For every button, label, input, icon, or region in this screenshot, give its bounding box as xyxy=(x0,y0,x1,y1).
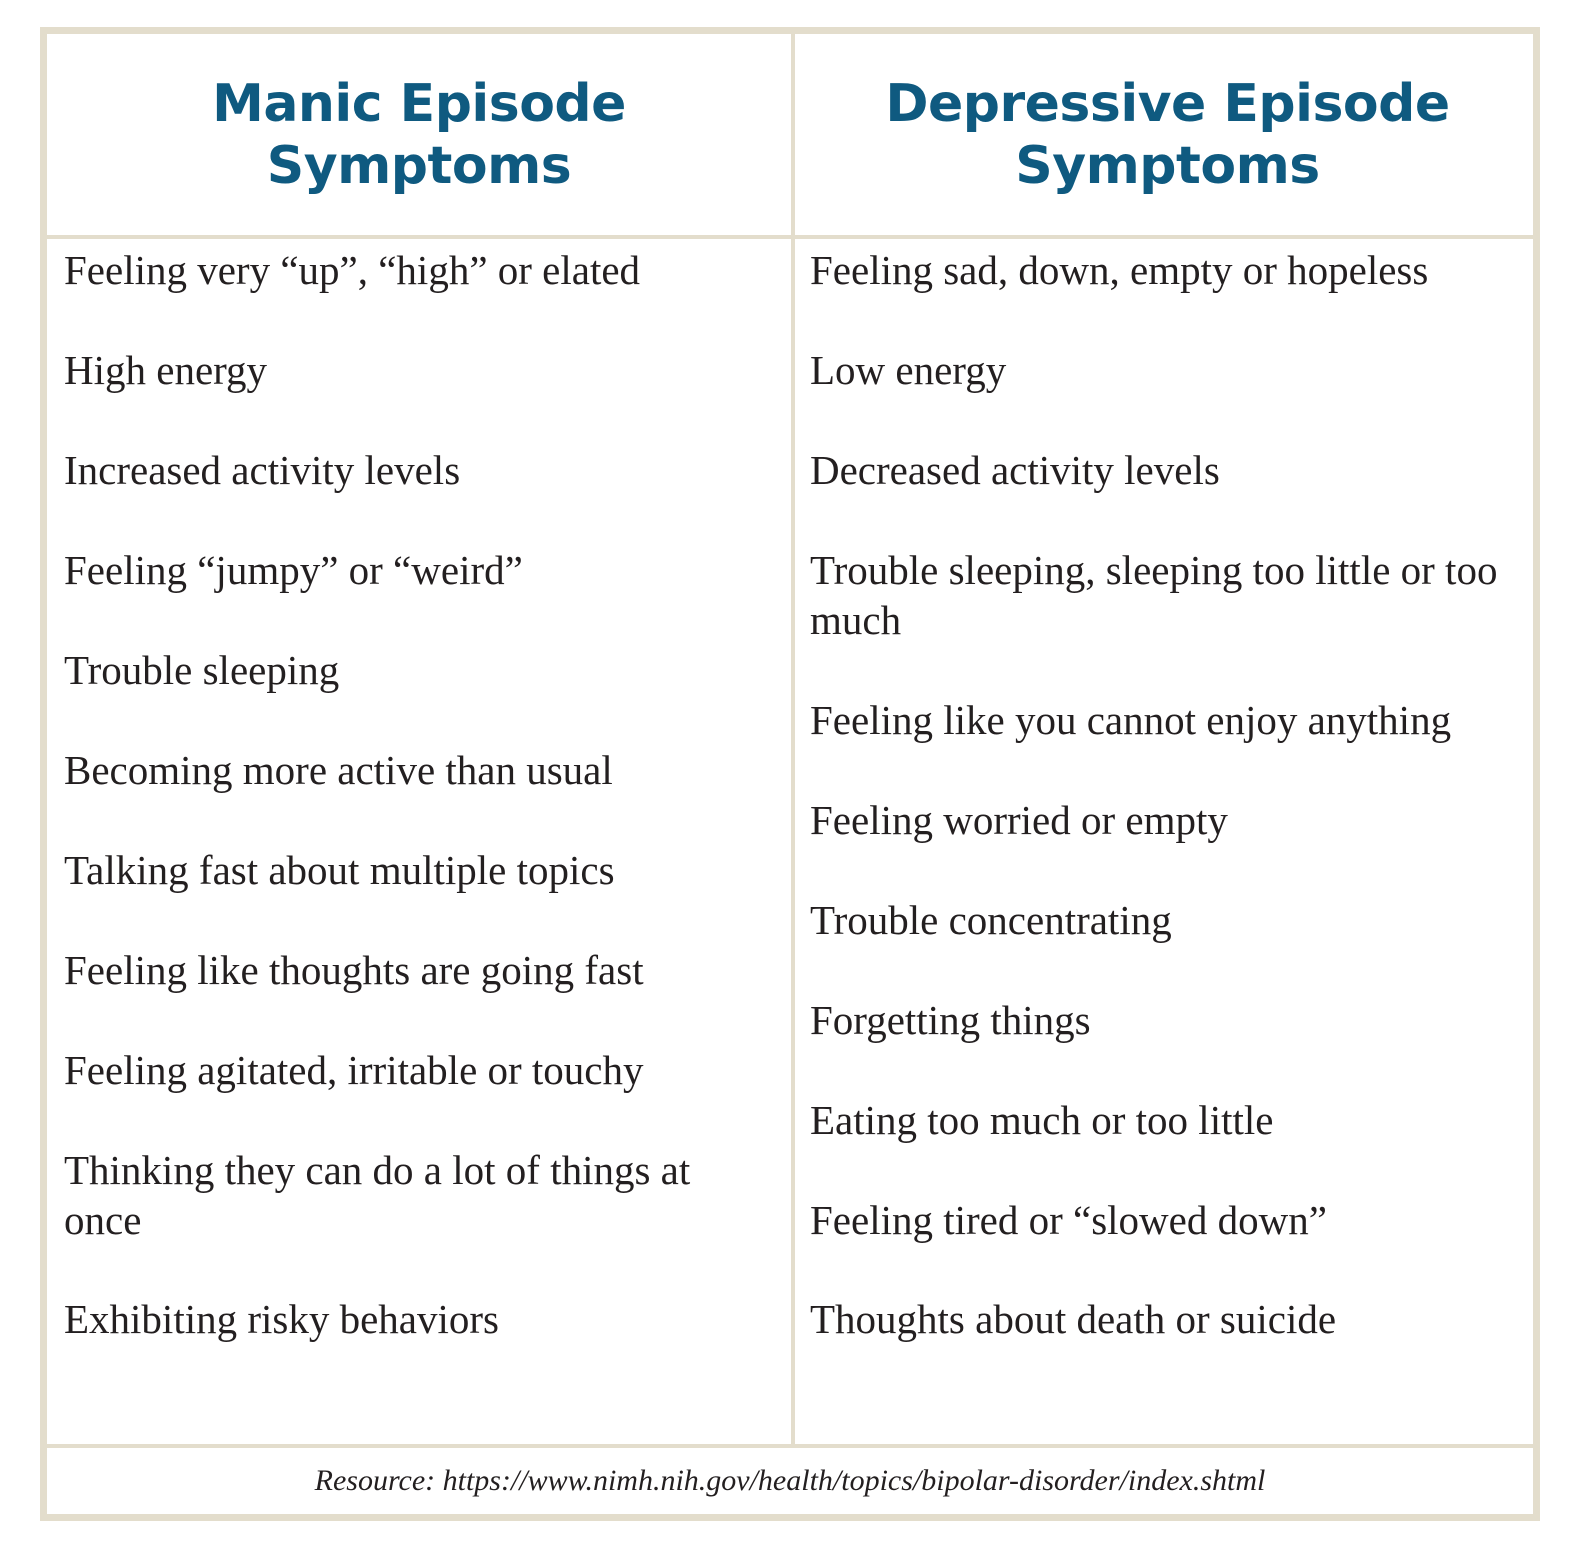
manic-header xyxy=(47,34,791,235)
depressive-symptom-item: Thoughts about death or suicide xyxy=(810,1296,1337,1342)
depressive-symptom-item: Trouble sleeping, sleeping too little or too much xyxy=(810,547,1498,643)
resource-text: Resource: https://www.nimh.nih.gov/health/topics/bipolar-disorder/index.shtml xyxy=(314,1464,1266,1497)
manic-symptom-item: Feeling agitated, irritable or touchy xyxy=(64,1047,644,1093)
depressive-symptom-item: Trouble concentrating xyxy=(810,897,1172,943)
manic-symptom-item: Talking fast about multiple topics xyxy=(64,847,615,893)
header-divider xyxy=(47,235,1533,239)
manic-symptom-item: Exhibiting risky behaviors xyxy=(64,1296,500,1342)
depressive-symptom-item: Forgetting things xyxy=(810,997,1091,1043)
manic-symptom-item: Feeling “jumpy” or “weird” xyxy=(64,547,523,593)
manic-header-line1: Manic Episode xyxy=(212,73,626,134)
depressive-symptom-item: Eating too much or too little xyxy=(810,1097,1274,1143)
depressive-symptom-item: Feeling like you cannot enjoy anything xyxy=(810,697,1452,743)
symptoms-table xyxy=(40,27,1540,1521)
manic-symptom-item: Trouble sleeping xyxy=(64,647,340,693)
manic-header-line2: Symptoms xyxy=(266,135,572,196)
depressive-symptom-item: Low energy xyxy=(810,347,1007,393)
manic-symptom-item: Feeling very “up”, “high” or elated xyxy=(64,247,641,293)
depressive-symptom-item: Feeling sad, down, empty or hopeless xyxy=(810,247,1429,293)
manic-symptom-item: Thinking they can do a lot of things at once xyxy=(64,1147,691,1243)
manic-symptom-item: High energy xyxy=(64,347,268,393)
depressive-symptom-item: Feeling tired or “slowed down” xyxy=(810,1197,1327,1243)
depressive-header-line1: Depressive Episode xyxy=(885,73,1450,134)
depressive-header-line2: Symptoms xyxy=(1015,135,1320,196)
column-divider xyxy=(791,34,795,1444)
resource-footer xyxy=(47,1448,1533,1514)
manic-symptom-item: Increased activity levels xyxy=(64,447,461,493)
manic-symptom-item: Feeling like thoughts are going fast xyxy=(64,947,644,993)
depressive-symptom-item: Decreased activity levels xyxy=(810,447,1220,493)
depressive-header xyxy=(795,34,1540,235)
depressive-symptom-item: Feeling worried or empty xyxy=(810,797,1228,843)
manic-symptom-item: Becoming more active than usual xyxy=(64,747,613,793)
